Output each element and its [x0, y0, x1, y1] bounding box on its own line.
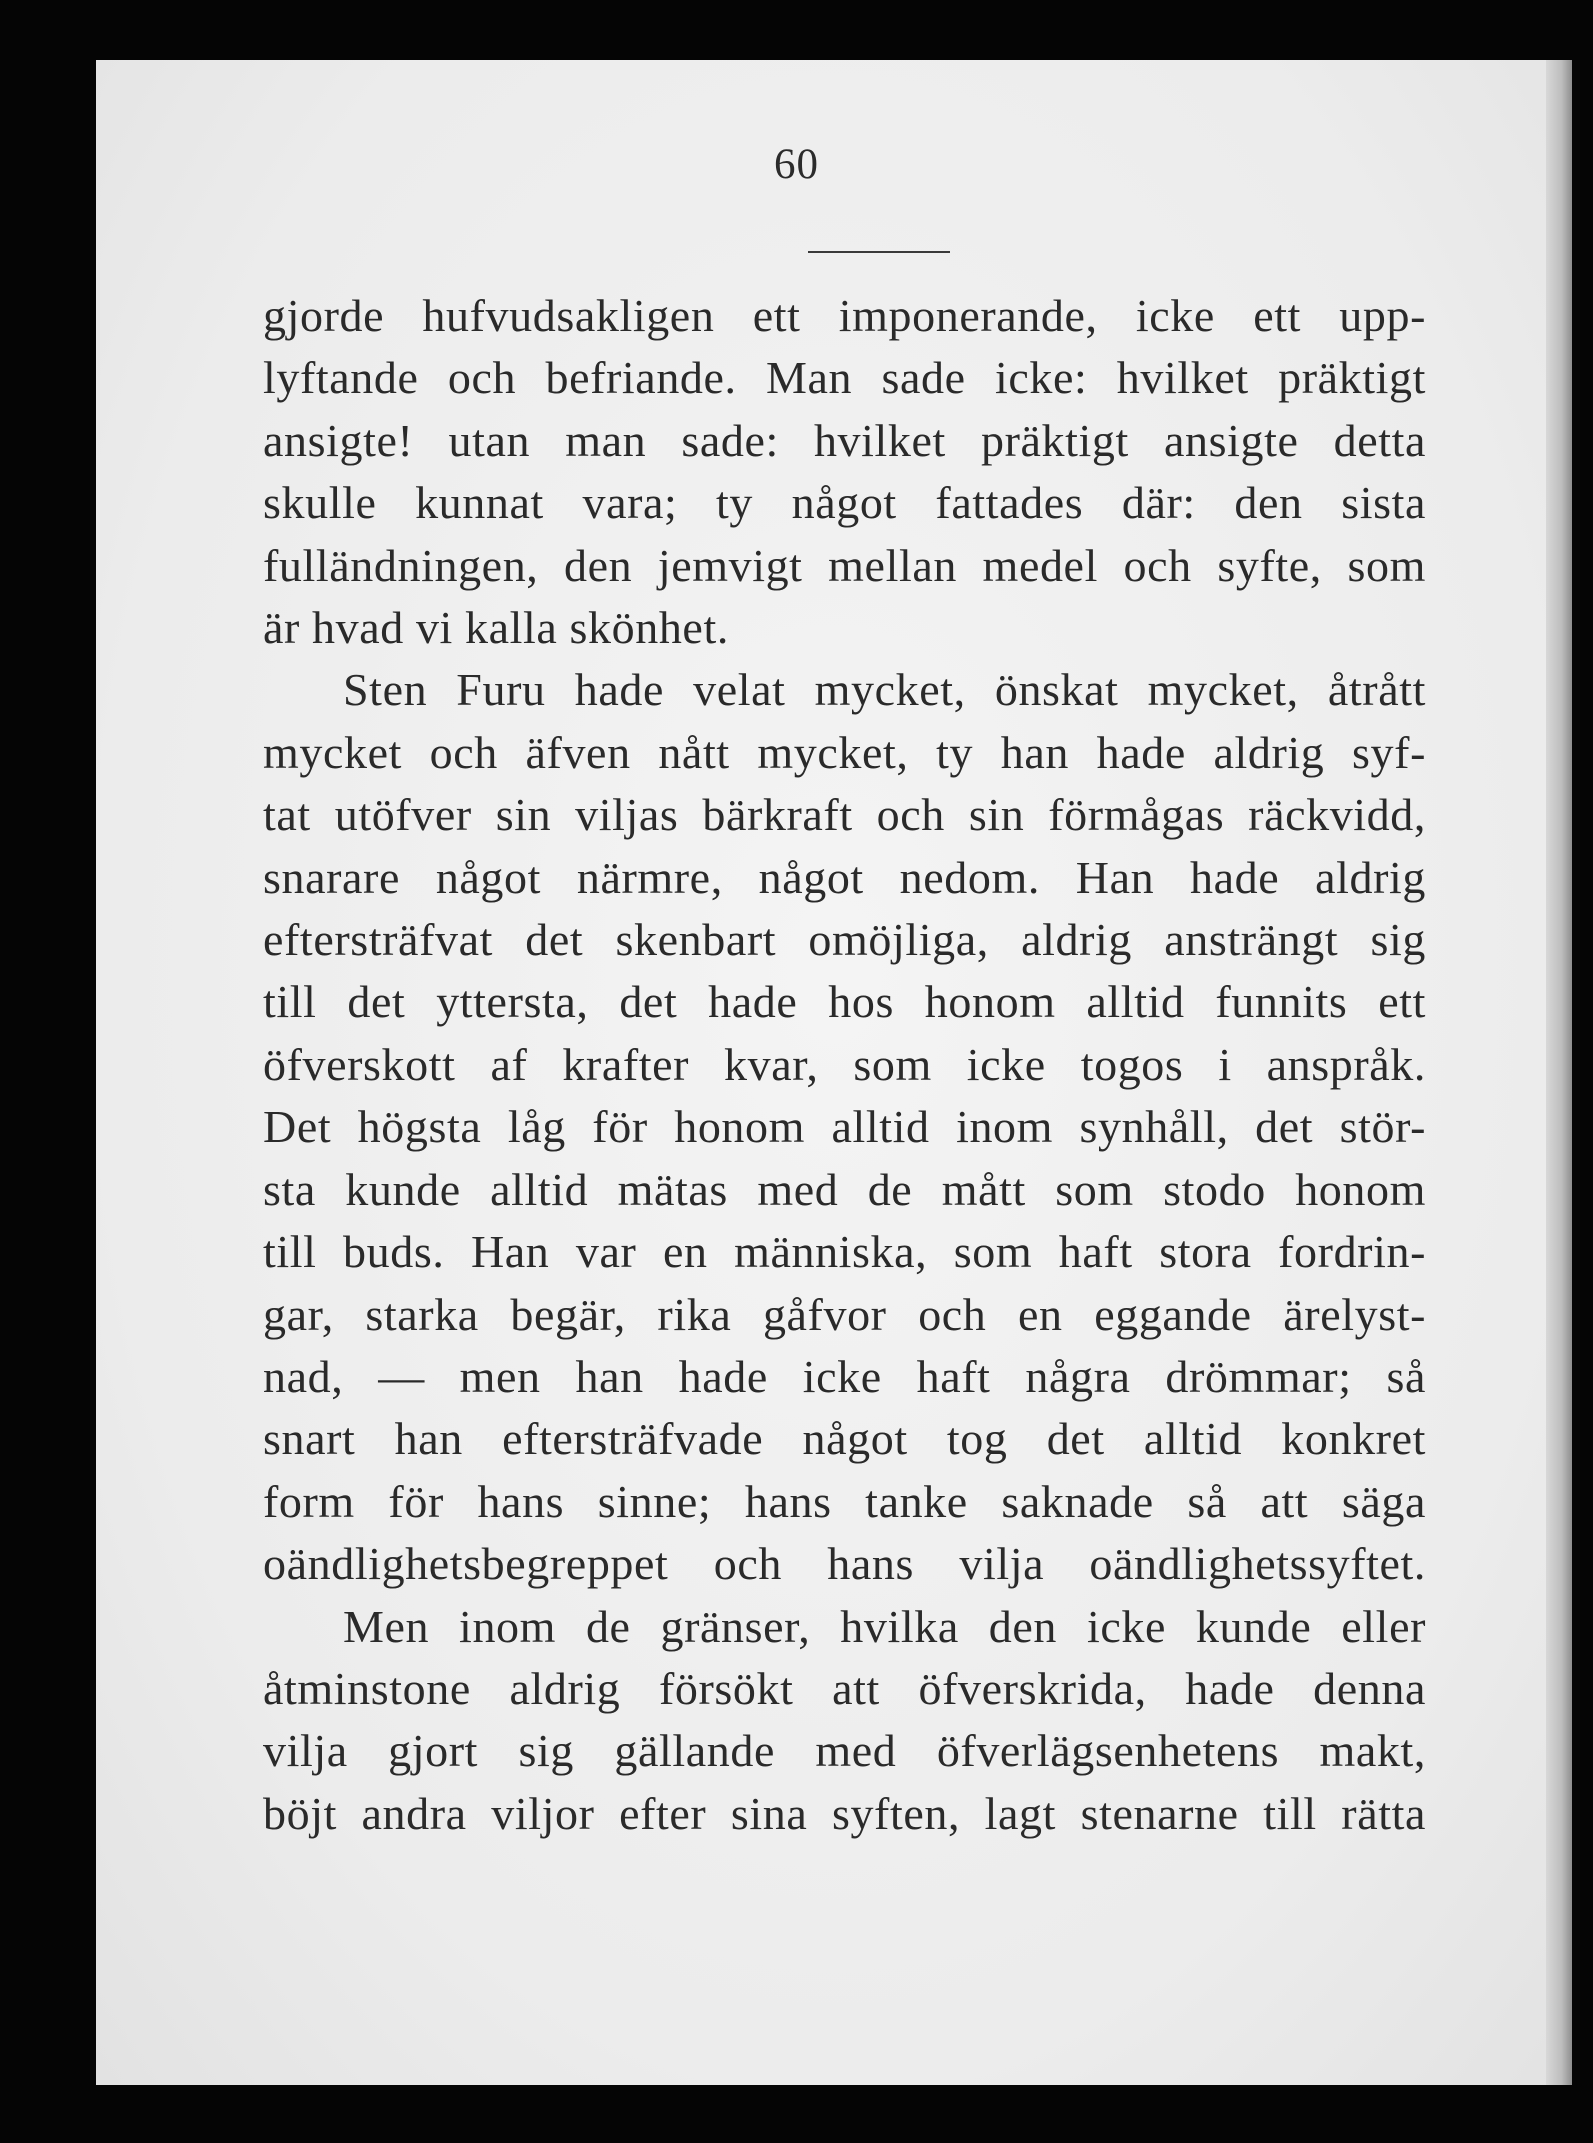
text-line: böjt andra viljor efter sina syften, lagt stenarne till rätta — [263, 1787, 1426, 1839]
text-line: åtminstone aldrig försökt att öfverskrida, hade denna — [263, 1662, 1426, 1714]
text-line: Sten Furu hade velat mycket, önskat mycket, åtrått — [343, 664, 1426, 716]
text-line: snart han eftersträfvade något tog det alltid konkret — [263, 1413, 1426, 1465]
text-line: sta kunde alltid mätas med de mått som stodo honom — [263, 1163, 1426, 1215]
text-line: gar, starka begär, rika gåfvor och en eggande ärelyst- — [263, 1288, 1426, 1340]
text-line: gjorde hufvudsakligen ett imponerande, icke ett upp- — [263, 290, 1426, 341]
text-line: eftersträfvat det skenbart omöjliga, aldrig ansträngt sig — [263, 914, 1426, 966]
page-edge-shadow — [1546, 60, 1572, 2085]
text-line: skulle kunnat vara; ty något fattades där: den sista — [263, 477, 1426, 529]
text-line: Det högsta låg för honom alltid inom synhåll, det stör- — [263, 1101, 1426, 1153]
text-line: ansigte! utan man sade: hvilket präktigt ansigte detta — [263, 414, 1426, 466]
text-line: oändlighetsbegreppet och hans vilja oändlighetssyftet. — [263, 1538, 1426, 1590]
text-line: tat utöfver sin viljas bärkraft och sin förmågas räckvidd, — [263, 789, 1426, 841]
page-number-rule — [808, 251, 950, 253]
text-line: vilja gjort sig gällande med öfverlägsenhetens makt, — [263, 1725, 1426, 1777]
text-line: nad, — men han hade icke haft några drömmar; så — [263, 1350, 1426, 1402]
text-line: är hvad vi kalla skönhet. — [263, 602, 729, 654]
text-line: form för hans sinne; hans tanke saknade så att säga — [263, 1475, 1426, 1527]
text-line: mycket och äfven nått mycket, ty han hade aldrig syf- — [263, 726, 1426, 778]
text-line: till det yttersta, det hade hos honom alltid funnits ett — [263, 976, 1426, 1028]
text-line: Men inom de gränser, hvilka den icke kunde eller — [343, 1600, 1426, 1652]
text-line: öfverskott af krafter kvar, som icke togos i anspråk. — [263, 1038, 1426, 1090]
text-line: fulländningen, den jemvigt mellan medel och syfte, som — [263, 539, 1426, 591]
text-line: lyftande och befriande. Man sade icke: hvilket präktigt — [263, 352, 1426, 404]
page-number: 60 — [774, 141, 819, 188]
body-text — [263, 285, 1426, 1845]
text-line: till buds. Han var en människa, som haft stora fordrin- — [263, 1226, 1426, 1278]
text-line: snarare något närmre, något nedom. Han hade aldrig — [263, 851, 1426, 903]
